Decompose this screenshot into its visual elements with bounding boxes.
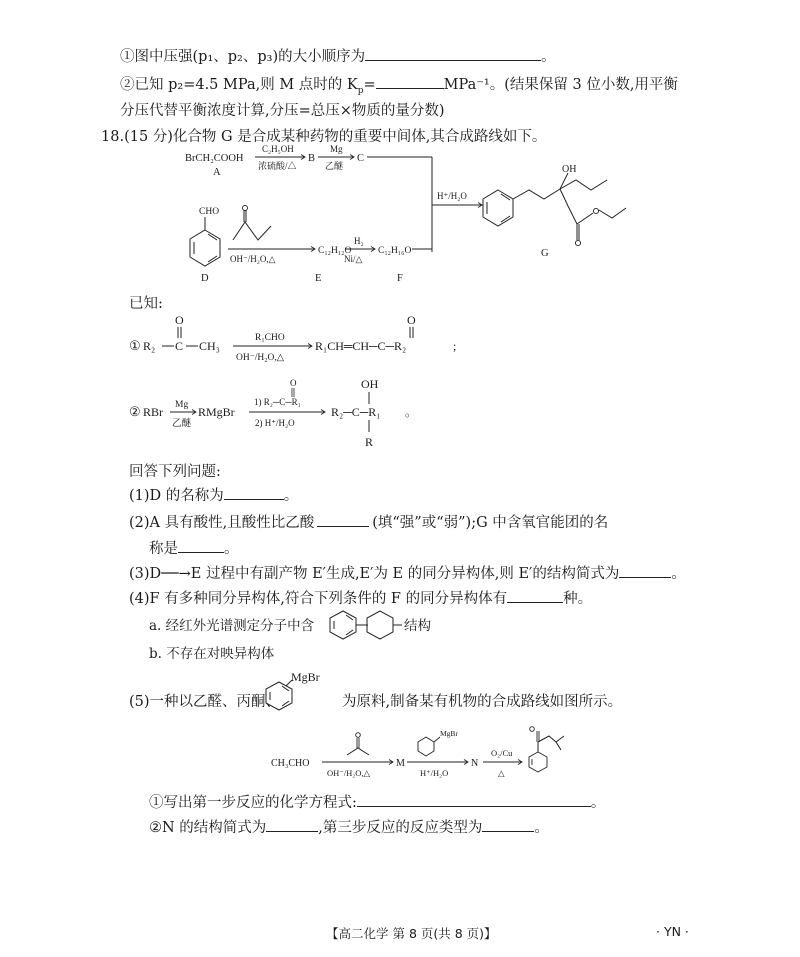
known1-reagent-top: R₁CHO (255, 333, 285, 343)
known2-end: 。 (405, 405, 418, 419)
q5-step3-bottom: △ (498, 768, 505, 778)
q5-1-text: ①写出第一步反应的化学方程式: (149, 795, 357, 811)
q18-intro: 化合物 G 是合成某种药物的重要中间体,其合成路线如下。 (172, 129, 547, 145)
q5-n: N (471, 758, 479, 769)
known1-end: ; (453, 339, 457, 353)
compound-d-label: D (201, 273, 209, 284)
known2-reagent-bottom: 乙醚 (172, 419, 192, 429)
step1-reagent-top: C₂H₅OH (262, 144, 294, 154)
q5-step3-top: O₂/Cu (491, 748, 513, 758)
q1-text: (1)D 的名称为 (129, 488, 224, 504)
known1-product-o: O (407, 313, 416, 327)
known1-number: ① (129, 338, 141, 353)
q5-step2-bottom: H⁺/H₂O (420, 768, 449, 778)
q5-mgbr: MgBr (440, 729, 458, 738)
step4-reagent-top: H₂ (354, 236, 364, 246)
q17-item1-end: 。 (541, 49, 556, 65)
compound-a-formula: BrCH₂COOH (185, 153, 244, 164)
known2-rmgbr: RMgBr (198, 405, 235, 419)
known2-reagent-top: Mg (175, 400, 189, 410)
q5-text-post: 为原料,制备某有机物的合成路线如图所示。 (342, 694, 623, 710)
known2-number: ② (129, 404, 141, 419)
q18-number: 18. (101, 129, 125, 145)
q2-text-c: 称是 (149, 541, 178, 557)
compound-g-label: G (541, 248, 549, 259)
q2-end: 。 (224, 541, 239, 557)
q4-condition-a-end: 结构 (404, 618, 431, 634)
q5-2-text-a: ②N 的结构简式为 (149, 820, 267, 836)
q17-item2-unit: MPa⁻¹。(结果保留 3 位小数,用平衡 (443, 77, 678, 93)
q5-2-text-b: ,第三步反应的反应类型为 (318, 820, 483, 836)
d-cho-group: CHO (199, 207, 220, 217)
step1-reagent-bottom: 浓硫酸/△ (258, 161, 297, 171)
known2-rbr: RBr (143, 405, 164, 419)
compound-f-formula: C₁₂H₁₆O (378, 246, 412, 256)
known2-r: R (365, 435, 374, 449)
answer-blank[interactable] (482, 817, 534, 832)
known1-c: C (175, 339, 184, 353)
q5-1-end: 。 (590, 795, 606, 811)
known-title: 已知: (129, 296, 163, 312)
q3-end: 。 (671, 566, 686, 582)
step2-reagent-bottom: 乙醚 (325, 161, 344, 171)
q1-end: 。 (283, 488, 299, 504)
kp-subscript: p (357, 85, 364, 96)
q2-text-b: (填“强”或“弱”);G 中含氧官能团的名 (372, 515, 609, 531)
q4-text: (4)F 有多种同分异构体,符合下列条件的 F 的同分异构体有 (129, 591, 508, 607)
answer-blank[interactable] (357, 792, 591, 807)
q4-end: 种。 (563, 591, 593, 607)
footer-mark: · YN · (656, 924, 689, 939)
known2-step-bottom: 2) H⁺/H₂O (255, 418, 295, 428)
known1-product: R₁CH═CH─C─R₂ (315, 339, 407, 353)
q5-start: CH₃CHO (271, 758, 310, 769)
compound-b-label: B (308, 153, 316, 164)
q17-item2-line2: 分压代替平衡浓度计算,分压=总压×物质的量分数) (120, 103, 445, 119)
known1-ch3: CH₃ (199, 339, 220, 353)
q5-step1-bottom: OH⁻/H₂O,△ (327, 768, 371, 778)
step5-reagent: H⁺/H₂O (437, 191, 467, 201)
q18-score: (15 分) (124, 129, 173, 145)
q4-condition-b: b. 不存在对映异构体 (149, 646, 275, 662)
q3-text: (3)D──→E 过程中有副产物 E′生成,E′为 E 的同分异构体,则 E′的结构简式为 (129, 566, 620, 582)
q5-item2 (149, 816, 549, 837)
page-footer: 【高二化学 第 8 页(共 8 页)】 (326, 926, 497, 941)
known2-step-top: 1) R₂─C─R₁ (254, 397, 301, 407)
known1-r2: R₂ (143, 339, 156, 353)
known1-o: O (175, 313, 184, 327)
q17-item2-text: ②已知 p₂=4.5 MPa,则 M 点时的 K (120, 77, 358, 93)
step3-reagent-bottom: OH⁻/H₂O,△ (230, 254, 276, 264)
compound-f-label: F (397, 273, 403, 284)
known2-product: R₂─C─R₁ (331, 405, 381, 419)
q5-m: M (396, 758, 405, 769)
compound-e-formula: C₁₂H₁₂O (318, 246, 352, 256)
q5-text-pre: (5)一种以乙醛、丙酮、 (129, 694, 281, 710)
product-oxygen (530, 727, 535, 732)
q4-condition-a: a. 经红外光谱测定分子中含 (149, 618, 315, 634)
answer-title: 回答下列问题: (129, 464, 221, 480)
acetone-skeleton (347, 748, 369, 755)
q17-item2-eq: = (363, 77, 376, 93)
step2-reagent-top: Mg (330, 144, 343, 154)
q5-item1 (149, 791, 605, 812)
q5-2-end: 。 (534, 820, 549, 836)
known2-oh: OH (361, 377, 379, 391)
q5-mgbr-label: MgBr (291, 670, 320, 684)
g-hydroxyl: OH (562, 164, 577, 175)
step4-reagent-bottom: Ni/△ (344, 254, 363, 264)
compound-a-label: A (213, 167, 221, 178)
q17-item1-text: ①图中压强(p₁、p₂、p₃)的大小顺序为 (120, 49, 366, 65)
answer-blank[interactable] (266, 817, 318, 832)
known2-step-o: O (290, 378, 297, 388)
compound-e-label: E (315, 273, 322, 284)
known1-reagent-bottom: OH⁻/H₂O,△ (236, 353, 285, 363)
compound-c-label: C (357, 153, 365, 164)
q2-text-a: (2)A 具有酸性,且酸性比乙酸 (129, 515, 315, 531)
